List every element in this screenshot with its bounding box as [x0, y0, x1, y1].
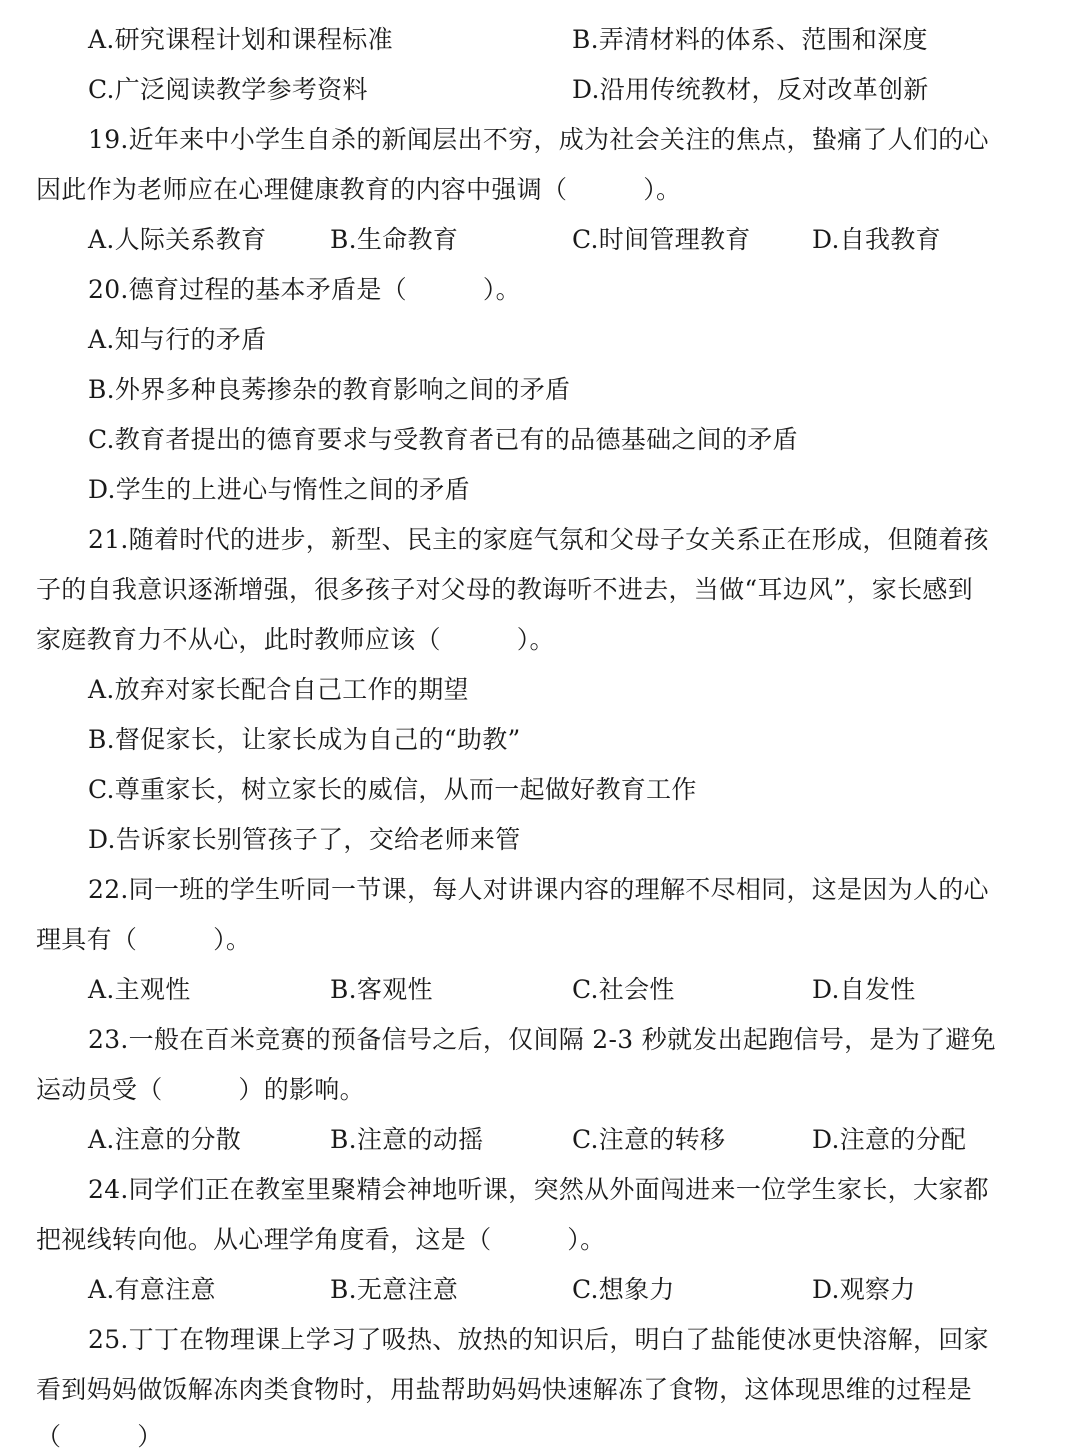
- option-d: D.注意的分配: [812, 1125, 967, 1154]
- question-stem-line: 23.一般在百米竞赛的预备信号之后，仅间隔 2-3 秒就发出起跑信号，是为了避免: [88, 1025, 996, 1054]
- option-c: C.尊重家长，树立家长的威信，从而一起做好教育工作: [88, 775, 697, 804]
- question-stem-line: 把视线转向他。从心理学角度看，这是（ ）。: [36, 1225, 606, 1254]
- option-b: B.外界多种良莠掺杂的教育影响之间的矛盾: [88, 375, 571, 404]
- question-stem-line: 理具有（ ）。: [36, 925, 252, 954]
- option-c: C.时间管理教育: [572, 225, 751, 254]
- question-stem-line: （ ）: [36, 1422, 163, 1451]
- option-a: A.有意注意: [88, 1275, 216, 1304]
- question-stem-line: 21.随着时代的进步，新型、民主的家庭气氛和父母子女关系正在形成，但随着孩: [88, 525, 989, 554]
- option-b: B.督促家长，让家长成为自己的“助教”: [88, 725, 521, 754]
- question-stem-line: 运动员受（ ）的影响。: [36, 1075, 365, 1104]
- option-a: A.知与行的矛盾: [88, 325, 267, 354]
- option-c: C.想象力: [572, 1275, 675, 1304]
- option-a: A.放弃对家长配合自己工作的期望: [88, 675, 469, 704]
- option-d: D.观察力: [812, 1275, 916, 1304]
- option-a: A.主观性: [88, 975, 191, 1004]
- option-d: D.告诉家长别管孩子了，交给老师来管: [88, 825, 521, 854]
- option-b: B.无意注意: [330, 1275, 459, 1304]
- option-b: B.生命教育: [330, 225, 459, 254]
- question-stem-line: 25.丁丁在物理课上学习了吸热、放热的知识后，明白了盐能使冰更快溶解，回家: [88, 1325, 989, 1354]
- option-c: C.注意的转移: [572, 1125, 726, 1154]
- question-stem-line: 24.同学们正在教室里聚精会神地听课，突然从外面闯进来一位学生家长，大家都: [88, 1175, 989, 1204]
- question-stem-line: 子的自我意识逐渐增强，很多孩子对父母的教诲听不进去，当做“耳边风”，家长感到: [36, 575, 973, 604]
- option-d: D.自我教育: [812, 225, 941, 254]
- question-stem-line: 家庭教育力不从心，此时教师应该（ ）。: [36, 625, 555, 654]
- option-d: D.学生的上进心与惰性之间的矛盾: [88, 475, 470, 504]
- question-stem-line: 19.近年来中小学生自杀的新闻层出不穷，成为社会关注的焦点，蛰痛了人们的心: [88, 125, 989, 154]
- option-c: C.社会性: [572, 975, 675, 1004]
- option-b: B.客观性: [330, 975, 433, 1004]
- option-c: C.教育者提出的德育要求与受教育者已有的品德基础之间的矛盾: [88, 425, 798, 454]
- question-stem-line: 因此作为老师应在心理健康教育的内容中强调（ ）。: [36, 175, 682, 204]
- question-stem-line: 看到妈妈做饭解冻肉类食物时，用盐帮助妈妈快速解冻了食物，这体现思维的过程是: [36, 1375, 973, 1404]
- question-stem-line: 20.德育过程的基本矛盾是（ ）。: [88, 275, 521, 304]
- option-d: D.沿用传统教材，反对改革创新: [572, 75, 929, 104]
- option-a: A.注意的分散: [88, 1125, 242, 1154]
- option-c: C.广泛阅读教学参考资料: [88, 75, 368, 104]
- option-a: A.研究课程计划和课程标准: [88, 25, 393, 54]
- option-a: A.人际关系教育: [88, 225, 267, 254]
- option-b: B.弄清材料的体系、范围和深度: [572, 25, 928, 54]
- option-d: D.自发性: [812, 975, 916, 1004]
- question-stem-line: 22.同一班的学生听同一节课，每人对讲课内容的理解不尽相同，这是因为人的心: [88, 875, 989, 904]
- option-b: B.注意的动摇: [330, 1125, 484, 1154]
